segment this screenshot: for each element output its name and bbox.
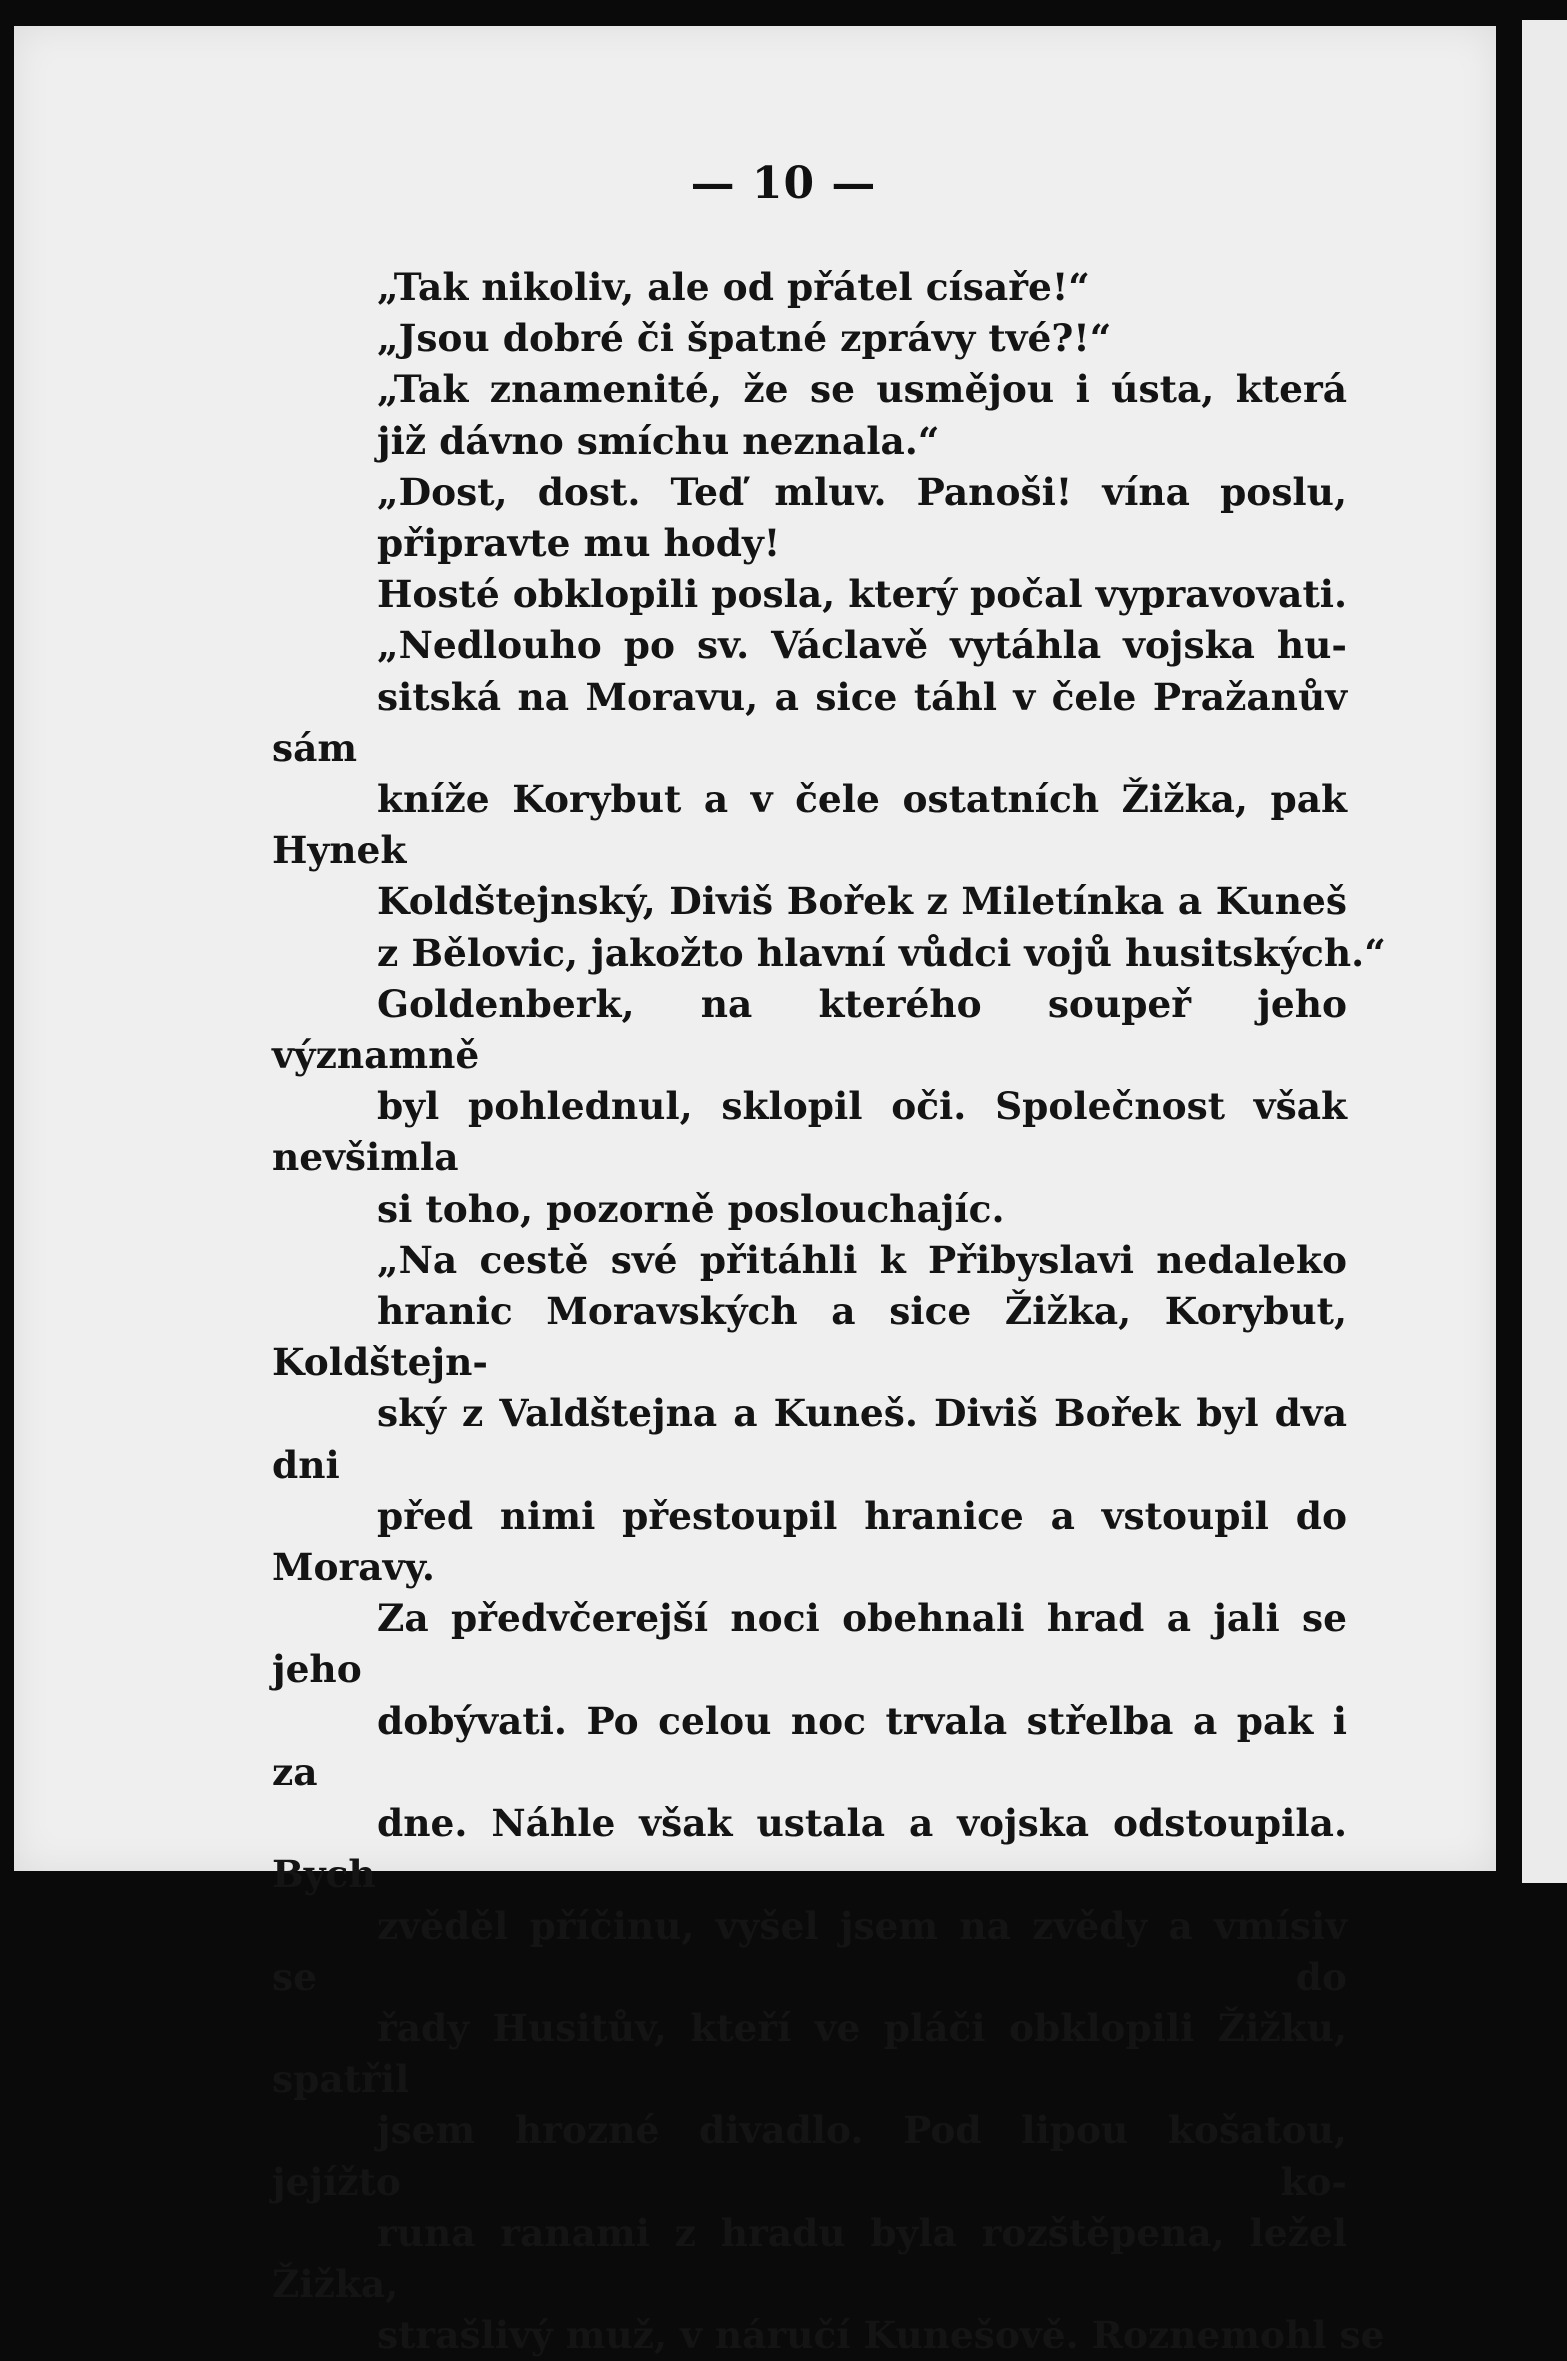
text-line: Koldštejnský, Diviš Bořek z Miletínka a Kuneš — [377, 879, 1347, 924]
text-line: „Tak znamenité, že se usmějou i ústa, která — [377, 367, 1347, 412]
text-line: zvěděl příčinu, vyšel jsem na zvědy a vmísiv se do — [272, 1903, 1347, 1999]
text-line: „Tak nikoliv, ale od přátel císaře!“ — [377, 265, 1090, 309]
text-line: ský z Valdštejna a Kuneš. Diviš Bořek byl dva dni — [272, 1391, 1347, 1487]
text-line: byl pohlednul, sklopil oči. Společnost však nevšimla — [272, 1084, 1347, 1180]
text-line: hranic Moravských a sice Žižka, Korybut, Koldštejn- — [272, 1289, 1347, 1385]
text-line: dne. Náhle však ustala a vojska odstoupila. Bych — [272, 1801, 1347, 1897]
text-line: Hosté obklopili posla, který počal vypravovati. — [377, 572, 1348, 617]
paragraph — [272, 313, 1347, 364]
paragraph — [272, 569, 1347, 620]
text-line: kníže Korybut a v čele ostatních Žižka, pak Hynek — [272, 777, 1347, 873]
paragraph — [272, 364, 1347, 466]
paragraph — [272, 262, 1347, 313]
text-line: před nimi přestoupil hranice a vstoupil do Moravy. — [272, 1493, 1347, 1590]
body-text — [272, 262, 1386, 2361]
paragraph — [272, 979, 1347, 1235]
text-line: sitská na Moravu, a sice táhl v čele Pražanův sám — [272, 674, 1347, 770]
text-line: připravte mu hody! — [377, 521, 781, 566]
text-line: Za předvčerejší noci obehnali hrad a jali se jeho — [272, 1596, 1347, 1692]
text-line: z Bělovic, jakožto hlavní vůdci vojů husitských.“ — [377, 930, 1386, 975]
text-line: jsem hrozné divadlo. Pod lipou košatou, jejížto ko- — [272, 2108, 1347, 2204]
text-line: řady Husitův, kteří ve pláči obklopili Žižku, spatřil — [272, 2005, 1347, 2102]
text-line: si toho, pozorně poslouchajíc. — [377, 1186, 1005, 1231]
text-line: „Dost, dost. Teď mluv. Panoši! vína poslu, — [377, 469, 1347, 514]
paragraph — [272, 1235, 1385, 2361]
text-line: „Nedlouho po sv. Václavě vytáhla vojska hu- — [377, 623, 1347, 668]
paragraph — [272, 620, 1386, 978]
paragraph — [272, 467, 1347, 569]
text-line: „Na cestě své přitáhli k Přibyslavi nedaleko — [377, 1237, 1347, 1282]
text-line: dobývati. Po celou noc trvala střelba a pak i za — [272, 1698, 1347, 1794]
text-line: již dávno smíchu neznala.“ — [377, 418, 940, 463]
text-line: „Jsou dobré či špatné zprávy tvé?!“ — [377, 316, 1112, 361]
text-line: runa ranami z hradu byla rozštěpena, ležel Žižka, — [272, 2210, 1347, 2306]
adjacent-page-edge — [1522, 20, 1567, 1883]
text-line: strašlivý muž, v náručí Kunešově. Roznemohl se — [377, 2313, 1385, 2358]
text-line: Goldenberk, na kterého soupeř jeho významně — [272, 981, 1347, 1078]
page-number: — 10 — — [690, 158, 877, 209]
